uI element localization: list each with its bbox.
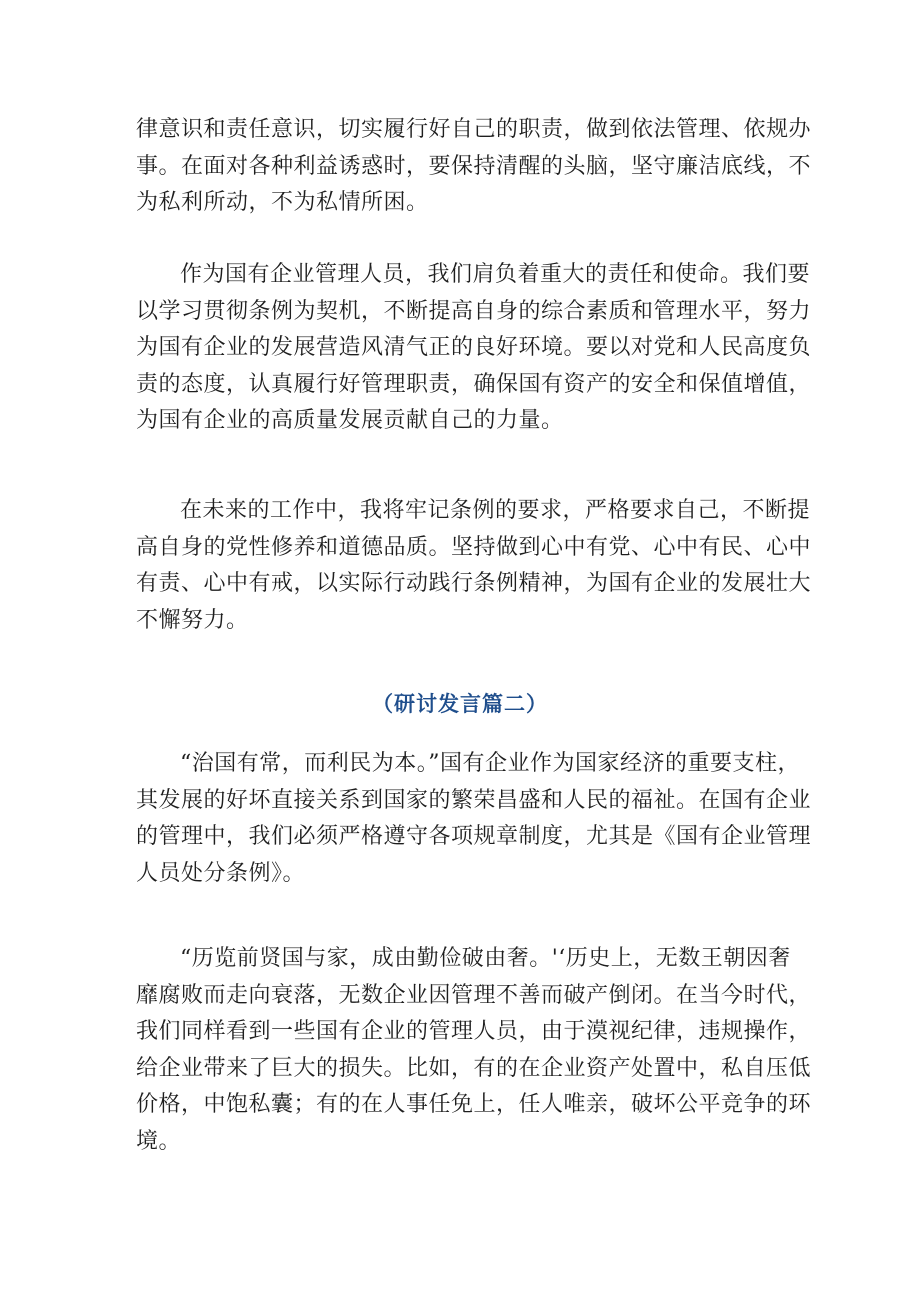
paragraph-line: 价格，中饱私囊；有的在人事任免上，任人唯亲，破坏公平竞争的环 (136, 1092, 812, 1117)
paragraph-5 (136, 941, 812, 1160)
paragraph-line: 事。在面对各种利益诱惑时，要保持清醒的头脑，坚守廉洁底线，不 (136, 153, 812, 179)
paragraph-line: 责的态度，认真履行好管理职责，确保国有资产的安全和保值增值， (136, 371, 812, 397)
paragraph-line: 不懈努力。 (136, 607, 249, 633)
paragraph-line: 境。 (136, 1128, 182, 1154)
paragraph-line: 我们同样看到一些国有企业的管理人员，由于漠视纪律，违规操作， (136, 1019, 812, 1044)
paragraph-line: 作为国有企业管理人员，我们肩负着重大的责任和使命。我们要 (180, 262, 811, 287)
paragraph-1 (136, 112, 812, 222)
paragraph-line: “治国有常，而利民为本。”国有企业作为国家经济的重要支柱， (180, 751, 800, 776)
paragraph-2 (136, 257, 812, 440)
paragraph-line: 为国有企业的发展营造风清气正的良好环境。要以对党和人民高度负 (136, 335, 812, 360)
paragraph-line: 高自身的党性修养和道德品质。坚持做到心中有党、心中有民、心中 (136, 534, 812, 560)
section-heading: （研讨发言篇二） (372, 692, 548, 716)
paragraph-line: 为私利所动，不为私情所困。 (136, 190, 429, 215)
paragraph-line: 给企业带来了巨大的损失。比如，有的在企业资产处置中，私自压低 (136, 1055, 812, 1081)
paragraph-line: 以学习贯彻条例为契机，不断提高自身的综合素质和管理水平，努力 (136, 298, 812, 324)
paragraph-line: 人员处分条例》。 (136, 860, 306, 886)
paragraph-line: 有责、心中有戒，以实际行动践行条例精神，为国有企业的发展壮大 (136, 571, 812, 596)
paragraph-line: 律意识和责任意识，切实履行好自己的职责，做到依法管理、依规办 (136, 117, 812, 142)
paragraph-line: 在未来的工作中，我将牢记条例的要求，严格要求自己，不断提 (180, 498, 811, 523)
paragraph-3 (136, 493, 812, 639)
paragraph-line: 为国有企业的高质量发展贡献自己的力量。 (136, 408, 564, 433)
paragraph-line: 其发展的好坏直接关系到国家的繁荣昌盛和人民的福祉。在国有企业 (136, 787, 812, 813)
paragraph-line: 的管理中，我们必须严格遵守各项规章制度，尤其是《国有企业管理 (136, 824, 812, 849)
paragraph-line: “历览前贤国与家，成由勤俭破由奢。'‘历史上，无数王朝因奢 (180, 946, 791, 971)
paragraph-line: 靡腐败而走向衰落，无数企业因管理不善而破产倒闭。在当今时代， (136, 982, 812, 1008)
paragraph-4 (136, 746, 812, 892)
